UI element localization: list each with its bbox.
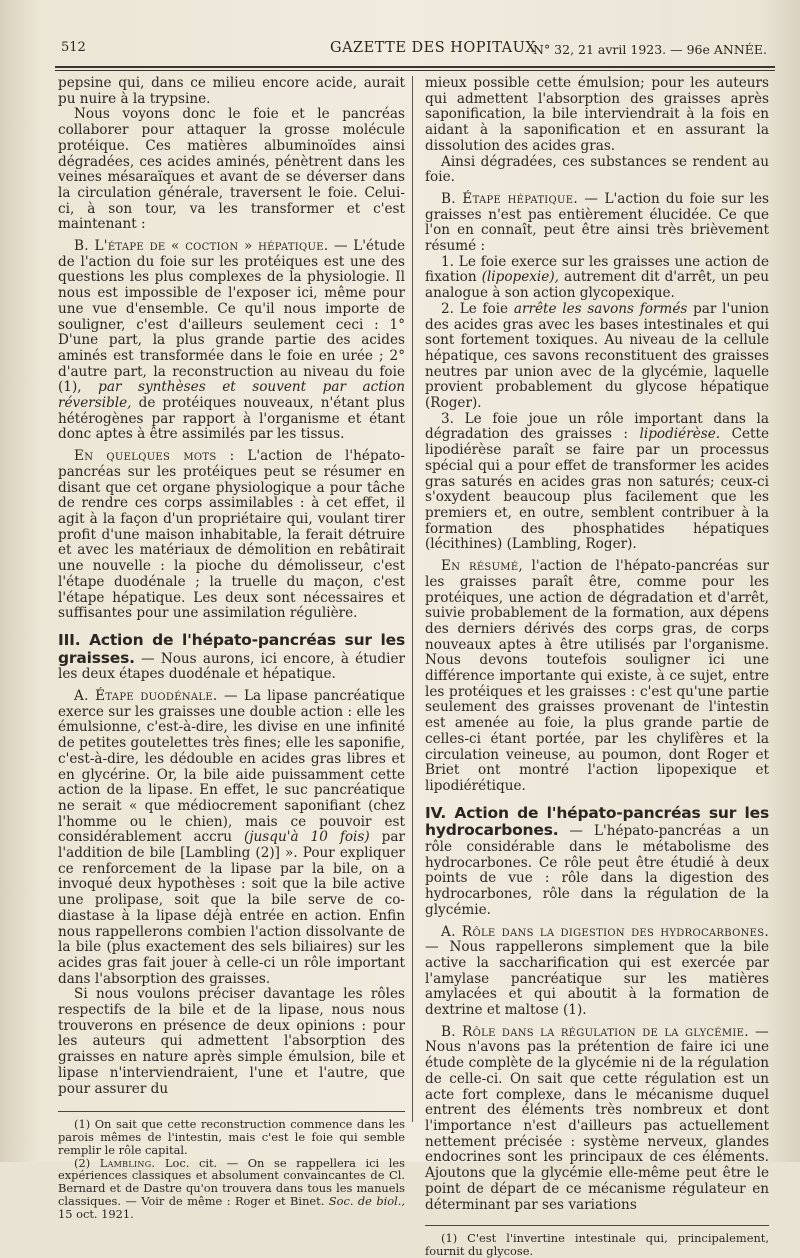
text-run: 15 oct. 1921. xyxy=(58,1206,134,1221)
footnote: (1) C'est l'invertine intestinale qui, principalement, fournit du glycose. xyxy=(425,1231,769,1258)
section-heading: A. Rôle dans la digestion des hydrocarbones. — xyxy=(425,923,769,956)
section-heading: A. Étape duodénale. — xyxy=(74,688,238,705)
issue-info: N° 32, 21 avril 1923. — 96e ANNÉE. xyxy=(533,42,767,57)
page-number: 512 xyxy=(61,40,86,55)
footnote-rule xyxy=(58,1111,405,1112)
paragraph xyxy=(58,689,405,987)
text-run: Loc. cit. — On se rappellera ici les expériences classiques et absolument convaincantes de Cl. Bernard et de Dastre qu'on trouvera dans tous les manuels classiques. — Voir de même : Roger et Binet. xyxy=(58,1155,406,1209)
paragraph xyxy=(425,192,769,255)
text-run: de protéiques nouveaux, n'étant plus hétérogènes par rapport à l'organisme et étant donc aptes à être assimilés par les tissus. xyxy=(58,395,405,443)
text-run: par l'addition de bile [Lambling (2)] ». Pour expliquer ce renforcement de la lipase par la bile, on a invoqué deux hypothèses : soit que la bile active une prolipase, soit que la bile serve de co-diastase à la lipase déjà entrée en action. Enfin nous rappellerons combien l'action dissolvante de la bile (plus exactement des sels biliaires) sur les acides gras fait jouer à celle-ci un rôle important dans l'absorption des graisses. xyxy=(58,829,405,987)
text-run: (2) xyxy=(74,1155,91,1170)
footnote xyxy=(58,1157,405,1221)
paragraph xyxy=(425,925,769,1019)
text-run: 3. Le foie joue un rôle important dans la dégradation des graisses : xyxy=(425,410,769,443)
publication-title: GAZETTE DES HOPITAUX xyxy=(330,40,537,56)
left-column xyxy=(58,76,405,1221)
header-rule-thin xyxy=(55,70,775,71)
right-column xyxy=(425,76,769,1258)
text-run: 2. Le foie xyxy=(441,300,509,317)
author-name: Lambling. xyxy=(99,1155,156,1170)
paragraph: Ainsi dégradées, ces substances se rendent au foie. xyxy=(425,153,769,186)
text-run: 1. Le foie exerce sur les graisses une action de fixation xyxy=(425,253,769,286)
section-heading: En résumé, xyxy=(441,558,524,575)
footnote-rule xyxy=(425,1225,769,1226)
text-run: La lipase pancréatique exerce sur les graisses une double action : elle les émulsionne, c'est-à-dire, les divise en une infinité de petites goutelettes très fines; elle les saponifie, c'est-à-dire, les dédouble en acides gras libres et en glycérine. Or, la bile aide puissamment cette action de la lipase. En effet, le suc pancréatique ne serait « que médiocrement saponifiant (chez l'homme ou le chien), mais ce pouvoir est considérablement accru xyxy=(58,688,405,846)
paragraph: Nous voyons donc le foie et le pancréas collaborer pour attaquer la grosse molécule protéique. Ces matières albuminoïdes ainsi dégradées, ces acides aminés, pénètrent dans les veines mésaraïques et avant de se déverser dans la circulation générale, traversent le foie. Celui-ci, à son tour, va les transformer et c'est maintenant : xyxy=(58,106,405,233)
section-heading: En quelques mots : xyxy=(74,448,235,465)
text-run: l'action de l'hépato-pancréas sur les graisses paraît être, comme pour les protéiques, une action de dégradation et d'arrêt, suivie probablement de la formation, aux dépens des derniers dérivés des corps gras, de corps nouveaux aptes à être utilisés par l'organisme. Nous devons toutefois souligner ici une différence importante qui existe, à ce sujet, entre les protéiques et les graisses : c'est qu'une partie seulement des graisses provenant de l'intestin est amenée au foie, la plus grande partie de celles-ci étant portée, par les chylifères et la circulation veineuse, au poumon, dont Roger et Briet ont montré l'action lipopexique et lipodiérétique. xyxy=(425,558,769,794)
paragraph: Si nous voulons préciser davantage les rôles respectifs de la bile et de la lipase, nous nous trouverons en présence de deux opinions : pour les auteurs qui admettent l'absorption des graisses en nature après simple émulsion, bile et lipase n'interviendraient, l'une et l'autre, que pour assurer du xyxy=(58,986,405,1097)
italic-text: arrête les savons formés xyxy=(513,300,688,317)
header-rule xyxy=(55,66,775,68)
section-heading: B. Rôle dans la régulation de la glycémie. — xyxy=(441,1023,769,1040)
italic-text: (lipopexie), xyxy=(481,269,559,286)
paragraph xyxy=(425,1025,769,1213)
text-run: L'étude de l'action du foie sur les protéiques est une des questions les plus complexes de la physiologie. Il nous est impossible de l'exposer ici, même pour une vue d'ensemble. Ce qu'il nous importe de souligner, c'est d'ailleurs seulement ceci : 1° D'une part, la plus grande partie des acides aminés est transformée dans le foie en urée ; 2° d'autre part, la reconstruction au niveau du foie (1), xyxy=(58,238,405,396)
paragraph xyxy=(425,412,769,553)
text-run: par l'union des acides gras avec les bases intestinales et qui sont fortement toxiques. Au niveau de la cellule hépatique, ces savons reconstituent des graisses neutres par union avec de la glycémie, laquelle provient probablement du glycose hépatique (Roger). xyxy=(425,300,769,412)
text-run: — L'hépato-pancréas a un rôle considérable dans le métabolisme des hydrocarbones. Ce rôle peut être étudié à deux points de vue : rôle dans la digestion des hydrocarbones, rôle dans la régulation de la glycémie. xyxy=(425,823,769,918)
paragraph xyxy=(58,449,405,622)
paragraph xyxy=(425,302,769,412)
italic-text: lipodiérèse. xyxy=(639,426,721,443)
text-run: L'action de l'hépato-pancréas sur les protéiques peut se résumer en disant que cet organe physiologique a pour tâche de rendre ces corps assimilables : à cet effet, il agit à la façon d'un propriétaire qui, voulant tirer profit d'une maison inhabitable, la ferait détruire et avec les matériaux de démolition en rebâtirait une nouvelle : la pioche du démolisseur, c'est l'étape duodénale ; la truelle du maçon, c'est l'étape hépatique. Les deux sont nécessaires et suffisantes pour une assimilation régulière. xyxy=(58,448,405,622)
paragraph: mieux possible cette émulsion; pour les auteurs qui admettent l'absorption des graisses après saponification, la bile interviendrait à la fois en aidant à la saponification et en assurant la dissolution des acides gras. xyxy=(425,75,769,154)
text-run: Cette lipodiérèse paraît se faire par un processus spécial qui a pour effet de transformer les acides gras saturés en acides gras non saturés; ceux-ci s'oxydent beaucoup plus facilement que les premiers et, en outre, semblent contribuer à la formation des phosphatides hépatiques (lécithines) (Lambling, Roger). xyxy=(425,426,769,553)
footnote: (1) On sait que cette reconstruction commence dans les parois mêmes de l'intestin, mais c'est le foie qui semble remplir le rôle capital. xyxy=(58,1117,405,1157)
italic-text: (jusqu'à 10 fois) xyxy=(244,829,370,846)
section-heading: B. L'étape de « coction » hépatique. — xyxy=(74,238,348,255)
italic-text: Soc. de biol., xyxy=(328,1194,406,1209)
text-run: autrement dit d'arrêt, un peu analogue à son action glycopexique. xyxy=(425,269,769,302)
paragraph: pepsine qui, dans ce milieu encore acide, aurait pu nuire à la trypsine. xyxy=(58,75,405,107)
italic-text: par synthèses et souvent par action réversible, xyxy=(58,379,406,412)
text-run: Nous rappellerons simplement que la bile active la saccharification qui est exercée par l'amylase pancréatique sur les matières amylacées et qui aboutit à la formation de dextrine et maltose (1). xyxy=(425,939,769,1019)
paragraph xyxy=(425,255,769,302)
page-header xyxy=(55,36,775,62)
paragraph xyxy=(58,239,405,443)
chapter-heading: III. Action de l'hépato-pancréas sur les graisses. xyxy=(58,630,405,667)
paragraph xyxy=(425,559,769,795)
section-heading: B. Étape hépatique. — xyxy=(441,190,599,207)
column-divider xyxy=(412,76,413,1122)
text-run: Nous n'avons pas la prétention de faire ici une étude complète de la glycémie ni de la régulation de celle-ci. On sait que cette régulation est un acte fort complexe, dans le mécanisme duquel entrent des éléments très nombreux et dont l'importance n'est d'ailleurs pas actuellement nettement précisée : système nerveux, glandes endocrines sont les principaux de ces éléments. Ajoutons que la glycémie elle-même peut être le point de départ de ce mécanisme régulateur en déterminant par ses variations xyxy=(425,1039,769,1213)
text-run: — Nous aurons, ici encore, à étudier les deux étapes duodénale et hépatique. xyxy=(58,650,405,683)
chapter-heading: IV. Action de l'hépato-pancréas sur les hydrocarbones. xyxy=(425,803,769,840)
text-run: L'action du foie sur les graisses n'est pas entièrement élucidée. Ce que l'on en connaît, peut être ainsi très brièvement résumé : xyxy=(425,190,769,255)
